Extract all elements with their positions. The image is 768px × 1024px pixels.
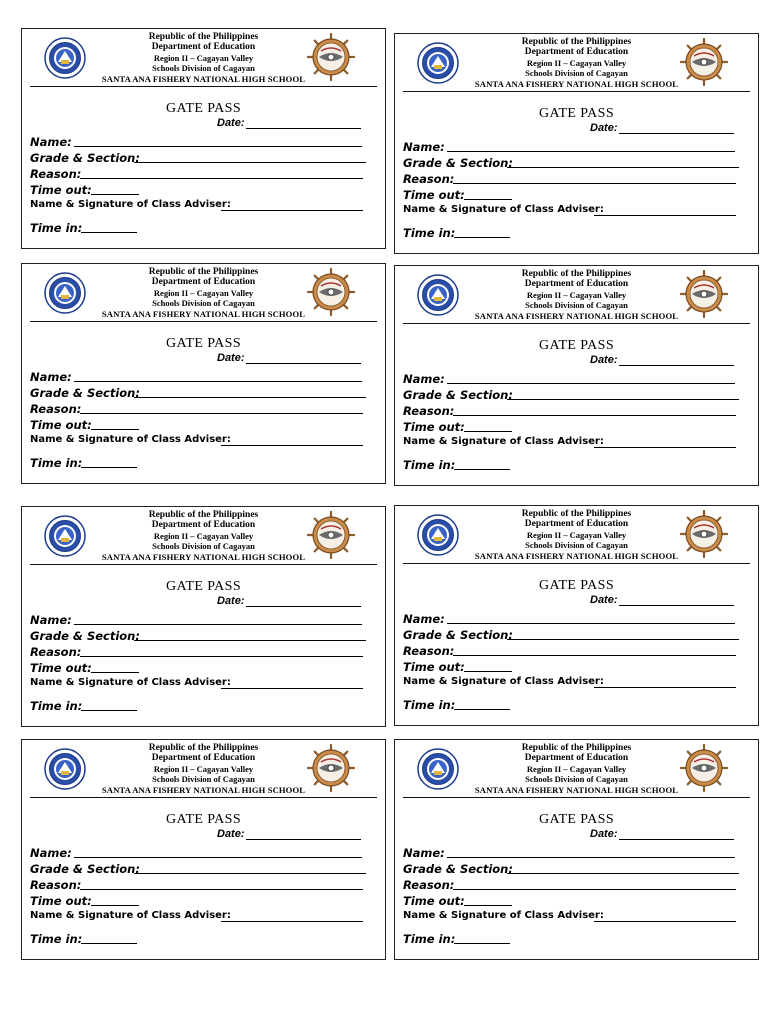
date-label: Date: — [217, 595, 245, 607]
time-out-blank[interactable] — [91, 194, 139, 195]
reason-label: Reason: — [403, 172, 455, 186]
school-name: SANTA ANA FISHERY NATIONAL HIGH SCHOOL — [101, 551, 306, 562]
date-blank[interactable] — [246, 363, 361, 364]
school-name: SANTA ANA FISHERY NATIONAL HIGH SCHOOL — [101, 784, 306, 795]
republic-line: Republic of the Philippines — [521, 269, 632, 279]
header-divider — [30, 564, 377, 565]
adviser-field[interactable] — [30, 434, 370, 448]
time-in-blank[interactable] — [81, 467, 137, 468]
time-out-label: Time out: — [30, 894, 92, 908]
adviser-blank[interactable] — [594, 215, 736, 216]
card-header — [395, 506, 758, 566]
name-blank[interactable] — [447, 383, 735, 384]
name-blank[interactable] — [74, 857, 362, 858]
date-label: Date: — [217, 117, 245, 129]
grade-section-field[interactable] — [30, 862, 370, 876]
reason-blank[interactable] — [453, 415, 736, 416]
division-line: Schools Division of Cagayan — [525, 68, 628, 79]
school-name: SANTA ANA FISHERY NATIONAL HIGH SCHOOL — [101, 73, 306, 84]
gate-pass-title: GATE PASS — [165, 101, 242, 116]
adviser-blank[interactable] — [221, 688, 363, 689]
date-blank[interactable] — [619, 839, 734, 840]
date-field[interactable] — [22, 595, 385, 611]
reason-blank[interactable] — [453, 183, 736, 184]
grade-section-field[interactable] — [30, 151, 370, 165]
reason-label: Reason: — [403, 644, 455, 658]
department-line: Department of Education — [151, 42, 256, 53]
grade-section-blank[interactable] — [134, 873, 366, 874]
adviser-field[interactable] — [403, 436, 743, 450]
time-out-blank[interactable] — [91, 429, 139, 430]
region-line: Region II – Cagayan Valley — [153, 287, 254, 298]
header-divider — [403, 797, 750, 798]
date-label: Date: — [590, 122, 618, 134]
grade-section-field[interactable] — [403, 156, 743, 170]
department-line: Department of Education — [524, 47, 629, 58]
time-out-field[interactable] — [403, 894, 743, 908]
reason-field[interactable] — [30, 402, 370, 416]
region-line: Region II – Cagayan Valley — [526, 57, 627, 68]
card-header — [395, 740, 758, 800]
time-out-field[interactable] — [403, 188, 743, 202]
date-field[interactable] — [395, 828, 758, 844]
date-blank[interactable] — [246, 606, 361, 607]
republic-line: Republic of the Philippines — [148, 743, 259, 753]
name-label: Name: — [403, 846, 445, 860]
adviser-field[interactable] — [30, 910, 370, 924]
time-in-field[interactable] — [30, 699, 370, 713]
reason-blank[interactable] — [453, 889, 736, 890]
date-blank[interactable] — [619, 133, 734, 134]
adviser-label: Name & Signature of Class Adviser: — [403, 910, 604, 921]
division-line: Schools Division of Cagayan — [152, 298, 255, 309]
grade-section-label: Grade & Section: — [403, 628, 513, 642]
adviser-blank[interactable] — [594, 687, 736, 688]
date-field[interactable] — [395, 354, 758, 370]
adviser-label: Name & Signature of Class Adviser: — [30, 434, 231, 445]
grade-section-label: Grade & Section: — [30, 151, 140, 165]
adviser-blank[interactable] — [221, 445, 363, 446]
adviser-label: Name & Signature of Class Adviser: — [403, 676, 604, 687]
name-field[interactable] — [30, 846, 370, 860]
time-out-label: Time out: — [30, 183, 92, 197]
time-in-label: Time in: — [30, 456, 83, 470]
grade-section-field[interactable] — [403, 862, 743, 876]
division-line: Schools Division of Cagayan — [152, 63, 255, 74]
gate-pass-title: GATE PASS — [165, 812, 242, 827]
grade-section-field[interactable] — [403, 628, 743, 642]
division-line: Schools Division of Cagayan — [152, 774, 255, 785]
time-out-blank[interactable] — [464, 431, 512, 432]
name-blank[interactable] — [74, 624, 362, 625]
date-field[interactable] — [22, 828, 385, 844]
card-header — [395, 266, 758, 326]
time-in-field[interactable] — [30, 456, 370, 470]
time-out-blank[interactable] — [464, 671, 512, 672]
republic-line: Republic of the Philippines — [521, 743, 632, 753]
time-in-blank[interactable] — [81, 943, 137, 944]
gate-pass-title: GATE PASS — [538, 106, 615, 121]
name-label: Name: — [30, 135, 72, 149]
date-field[interactable] — [395, 594, 758, 610]
name-field[interactable] — [403, 612, 743, 626]
school-seal-icon — [680, 744, 728, 792]
time-out-label: Time out: — [403, 188, 465, 202]
grade-section-blank[interactable] — [134, 640, 366, 641]
grade-section-label: Grade & Section: — [403, 388, 513, 402]
republic-line: Republic of the Philippines — [148, 267, 259, 277]
header-divider — [30, 321, 377, 322]
reason-field[interactable] — [403, 404, 743, 418]
adviser-field[interactable] — [403, 204, 743, 218]
name-label: Name: — [403, 372, 445, 386]
card-header — [395, 34, 758, 94]
grade-section-field[interactable] — [403, 388, 743, 402]
name-label: Name: — [30, 370, 72, 384]
card-header — [22, 29, 385, 89]
reason-blank[interactable] — [80, 656, 363, 657]
department-line: Department of Education — [151, 277, 256, 288]
time-in-blank[interactable] — [454, 943, 510, 944]
time-in-label: Time in: — [403, 932, 456, 946]
school-name: SANTA ANA FISHERY NATIONAL HIGH SCHOOL — [474, 784, 679, 795]
adviser-label: Name & Signature of Class Adviser: — [30, 199, 231, 210]
school-name: SANTA ANA FISHERY NATIONAL HIGH SCHOOL — [474, 550, 679, 561]
time-out-blank[interactable] — [464, 905, 512, 906]
school-seal-icon — [307, 268, 355, 316]
school-name: SANTA ANA FISHERY NATIONAL HIGH SCHOOL — [474, 78, 679, 89]
grade-section-field[interactable] — [30, 629, 370, 643]
time-out-label: Time out: — [30, 661, 92, 675]
grade-section-label: Grade & Section: — [30, 629, 140, 643]
name-blank[interactable] — [447, 857, 735, 858]
name-field[interactable] — [403, 846, 743, 860]
card-header — [22, 264, 385, 324]
date-blank[interactable] — [619, 605, 734, 606]
time-in-field[interactable] — [403, 226, 743, 240]
division-line: Schools Division of Cagayan — [152, 541, 255, 552]
gate-pass-card-7 — [21, 739, 386, 960]
division-line: Schools Division of Cagayan — [525, 774, 628, 785]
adviser-field[interactable] — [30, 199, 370, 213]
adviser-field[interactable] — [403, 676, 743, 690]
name-blank[interactable] — [74, 146, 362, 147]
republic-line: Republic of the Philippines — [148, 510, 259, 520]
time-in-blank[interactable] — [81, 232, 137, 233]
name-blank[interactable] — [447, 623, 735, 624]
reason-field[interactable] — [403, 644, 743, 658]
region-line: Region II – Cagayan Valley — [153, 763, 254, 774]
date-field[interactable] — [22, 117, 385, 133]
grade-section-blank[interactable] — [507, 639, 739, 640]
grade-section-label: Grade & Section: — [403, 862, 513, 876]
adviser-blank[interactable] — [221, 921, 363, 922]
time-out-field[interactable] — [30, 894, 370, 908]
date-field[interactable] — [395, 122, 758, 138]
department-line: Department of Education — [524, 519, 629, 530]
department-line: Department of Education — [151, 753, 256, 764]
card-header — [22, 740, 385, 800]
card-header — [22, 507, 385, 567]
region-line: Region II – Cagayan Valley — [526, 529, 627, 540]
time-out-label: Time out: — [30, 418, 92, 432]
header-divider — [403, 563, 750, 564]
gate-pass-card-2 — [394, 33, 759, 254]
school-seal-icon — [680, 38, 728, 86]
time-out-field[interactable] — [30, 183, 370, 197]
time-out-field[interactable] — [403, 420, 743, 434]
reason-field[interactable] — [30, 167, 370, 181]
gate-pass-title: GATE PASS — [538, 338, 615, 353]
name-label: Name: — [30, 846, 72, 860]
reason-label: Reason: — [30, 878, 82, 892]
gate-pass-title: GATE PASS — [538, 812, 615, 827]
time-in-blank[interactable] — [454, 469, 510, 470]
department-line: Department of Education — [524, 753, 629, 764]
time-in-field[interactable] — [403, 458, 743, 472]
adviser-blank[interactable] — [594, 921, 736, 922]
name-field[interactable] — [30, 613, 370, 627]
time-in-label: Time in: — [403, 226, 456, 240]
gate-pass-title: GATE PASS — [538, 578, 615, 593]
time-in-label: Time in: — [403, 698, 456, 712]
reason-label: Reason: — [30, 645, 82, 659]
adviser-label: Name & Signature of Class Adviser: — [403, 436, 604, 447]
time-in-field[interactable] — [30, 932, 370, 946]
date-label: Date: — [590, 594, 618, 606]
name-blank[interactable] — [74, 381, 362, 382]
time-in-blank[interactable] — [454, 237, 510, 238]
time-in-blank[interactable] — [454, 709, 510, 710]
reason-blank[interactable] — [453, 655, 736, 656]
department-line: Department of Education — [524, 279, 629, 290]
adviser-blank[interactable] — [594, 447, 736, 448]
grade-section-blank[interactable] — [507, 399, 739, 400]
grade-section-label: Grade & Section: — [403, 156, 513, 170]
time-out-field[interactable] — [30, 418, 370, 432]
name-field[interactable] — [403, 372, 743, 386]
school-seal-icon — [307, 744, 355, 792]
name-field[interactable] — [30, 370, 370, 384]
school-seal-icon — [680, 510, 728, 558]
time-in-blank[interactable] — [81, 710, 137, 711]
adviser-label: Name & Signature of Class Adviser: — [30, 910, 231, 921]
republic-line: Republic of the Philippines — [148, 32, 259, 42]
adviser-field[interactable] — [403, 910, 743, 924]
department-line: Department of Education — [151, 520, 256, 531]
reason-field[interactable] — [30, 878, 370, 892]
grade-section-blank[interactable] — [507, 167, 739, 168]
time-out-label: Time out: — [403, 660, 465, 674]
adviser-blank[interactable] — [221, 210, 363, 211]
gate-pass-card-3 — [21, 263, 386, 484]
time-in-label: Time in: — [403, 458, 456, 472]
time-in-label: Time in: — [30, 699, 83, 713]
gate-pass-title: GATE PASS — [165, 579, 242, 594]
date-label: Date: — [217, 352, 245, 364]
school-name: SANTA ANA FISHERY NATIONAL HIGH SCHOOL — [474, 310, 679, 321]
adviser-field[interactable] — [30, 677, 370, 691]
gate-pass-title: GATE PASS — [165, 336, 242, 351]
gate-pass-card-6 — [394, 505, 759, 726]
time-out-blank[interactable] — [464, 199, 512, 200]
time-out-label: Time out: — [403, 894, 465, 908]
header-divider — [30, 797, 377, 798]
gate-pass-card-8 — [394, 739, 759, 960]
school-name: SANTA ANA FISHERY NATIONAL HIGH SCHOOL — [101, 308, 306, 319]
time-out-field[interactable] — [30, 661, 370, 675]
date-field[interactable] — [22, 352, 385, 368]
time-in-field[interactable] — [403, 932, 743, 946]
republic-line: Republic of the Philippines — [521, 509, 632, 519]
name-field[interactable] — [403, 140, 743, 154]
grade-section-label: Grade & Section: — [30, 386, 140, 400]
name-blank[interactable] — [447, 151, 735, 152]
time-out-blank[interactable] — [91, 672, 139, 673]
date-blank[interactable] — [246, 839, 361, 840]
reason-field[interactable] — [403, 878, 743, 892]
grade-section-blank[interactable] — [134, 397, 366, 398]
time-out-field[interactable] — [403, 660, 743, 674]
gate-pass-card-1 — [21, 28, 386, 249]
region-line: Region II – Cagayan Valley — [153, 52, 254, 63]
date-label: Date: — [590, 354, 618, 366]
header-divider — [403, 91, 750, 92]
school-seal-icon — [307, 511, 355, 559]
division-line: Schools Division of Cagayan — [525, 540, 628, 551]
school-seal-icon — [307, 33, 355, 81]
reason-label: Reason: — [30, 167, 82, 181]
time-in-label: Time in: — [30, 932, 83, 946]
name-label: Name: — [403, 140, 445, 154]
school-seal-icon — [680, 270, 728, 318]
name-field[interactable] — [30, 135, 370, 149]
time-in-field[interactable] — [403, 698, 743, 712]
date-label: Date: — [217, 828, 245, 840]
header-divider — [30, 86, 377, 87]
time-in-label: Time in: — [30, 221, 83, 235]
time-out-label: Time out: — [403, 420, 465, 434]
adviser-label: Name & Signature of Class Adviser: — [30, 677, 231, 688]
reason-label: Reason: — [403, 878, 455, 892]
grade-section-field[interactable] — [30, 386, 370, 400]
grade-section-blank[interactable] — [134, 162, 366, 163]
time-in-field[interactable] — [30, 221, 370, 235]
date-label: Date: — [590, 828, 618, 840]
date-blank[interactable] — [246, 128, 361, 129]
reason-blank[interactable] — [80, 889, 363, 890]
header-divider — [403, 323, 750, 324]
reason-blank[interactable] — [80, 178, 363, 179]
gate-pass-card-4 — [394, 265, 759, 486]
date-blank[interactable] — [619, 365, 734, 366]
name-label: Name: — [30, 613, 72, 627]
region-line: Region II – Cagayan Valley — [526, 763, 627, 774]
region-line: Region II – Cagayan Valley — [526, 289, 627, 300]
adviser-label: Name & Signature of Class Adviser: — [403, 204, 604, 215]
time-out-blank[interactable] — [91, 905, 139, 906]
gate-pass-card-5 — [21, 506, 386, 727]
republic-line: Republic of the Philippines — [521, 37, 632, 47]
grade-section-blank[interactable] — [507, 873, 739, 874]
name-label: Name: — [403, 612, 445, 626]
grade-section-label: Grade & Section: — [30, 862, 140, 876]
division-line: Schools Division of Cagayan — [525, 300, 628, 311]
region-line: Region II – Cagayan Valley — [153, 530, 254, 541]
reason-label: Reason: — [403, 404, 455, 418]
reason-field[interactable] — [30, 645, 370, 659]
reason-blank[interactable] — [80, 413, 363, 414]
reason-label: Reason: — [30, 402, 82, 416]
reason-field[interactable] — [403, 172, 743, 186]
